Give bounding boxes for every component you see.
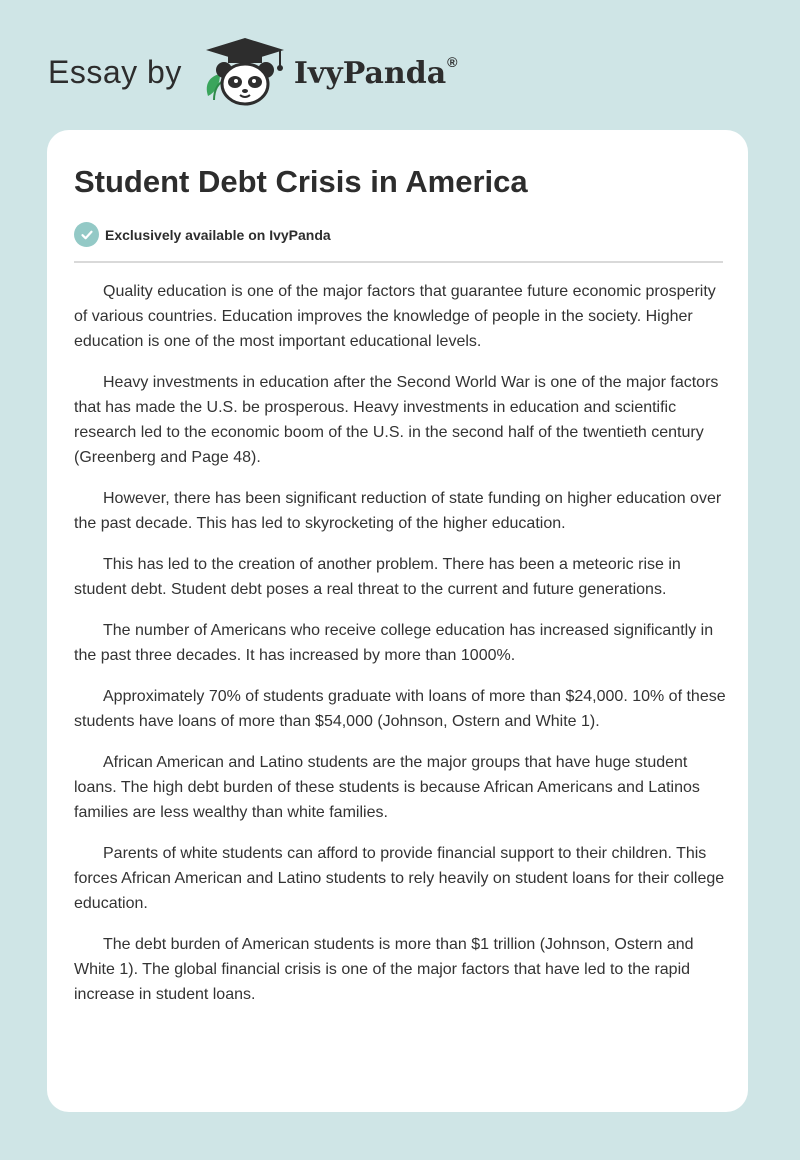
page-title: Student Debt Crisis in America: [74, 164, 528, 199]
paragraph: The debt burden of American students is more than $1 trillion (Johnson, Ostern and White 1). The global financial crisis is one of the major factors that have led to the rapid increase in student loans.: [74, 936, 694, 1003]
paragraph: Parents of white students can afford to provide financial support to their children. This forces African American and Latino students to rely heavily on student loans for their college education.: [74, 845, 725, 912]
divider: [74, 261, 723, 263]
exclusive-badge-label: Exclusively available on IvyPanda: [105, 226, 331, 243]
paragraph: However, there has been significant reduction of state funding on higher education over the past decade. This has led to skyrocketing of the higher education.: [74, 490, 722, 532]
panda-logo-icon[interactable]: [200, 36, 290, 108]
check-circle-icon: [74, 222, 99, 247]
paragraph: The number of Americans who receive college education has increased significantly in the past three decades. It has increased by more than 1000%.: [74, 622, 714, 664]
paragraph: Heavy investments in education after the Second World War is one of the major factors that has made the U.S. be prosperous. Heavy investments in education and scientific research led to the economic boom of the U.S. in the second half of the twentieth century (Greenberg and Page 48).: [74, 374, 719, 466]
registered-mark: ®: [447, 53, 458, 70]
paragraph: Quality education is one of the major factors that guarantee future economic prosperity of various countries. Education improves the knowledge of people in the society. Higher education is one of the most important educational levels.: [74, 283, 716, 350]
site-header: [48, 36, 457, 108]
brand-name[interactable]: IvyPanda®: [293, 53, 458, 91]
paragraph: This has led to the creation of another problem. There has been a meteoric rise in student debt. Student debt poses a real threat to the current and future generations.: [74, 556, 681, 598]
essay-by-label: Essay by: [48, 53, 182, 90]
paragraph: Approximately 70% of students graduate with loans of more than $24,000. 10% of these students have loans of more than $54,000 (Johnson, Ostern and White 1).: [74, 688, 726, 730]
exclusive-badge: [74, 222, 331, 247]
essay-body: [74, 279, 726, 1023]
paragraph: African American and Latino students are the major groups that have huge student loans. The high debt burden of these students is because African Americans and Latinos families are less wealthy than white families.: [74, 754, 700, 821]
essay-card: [47, 130, 748, 1112]
